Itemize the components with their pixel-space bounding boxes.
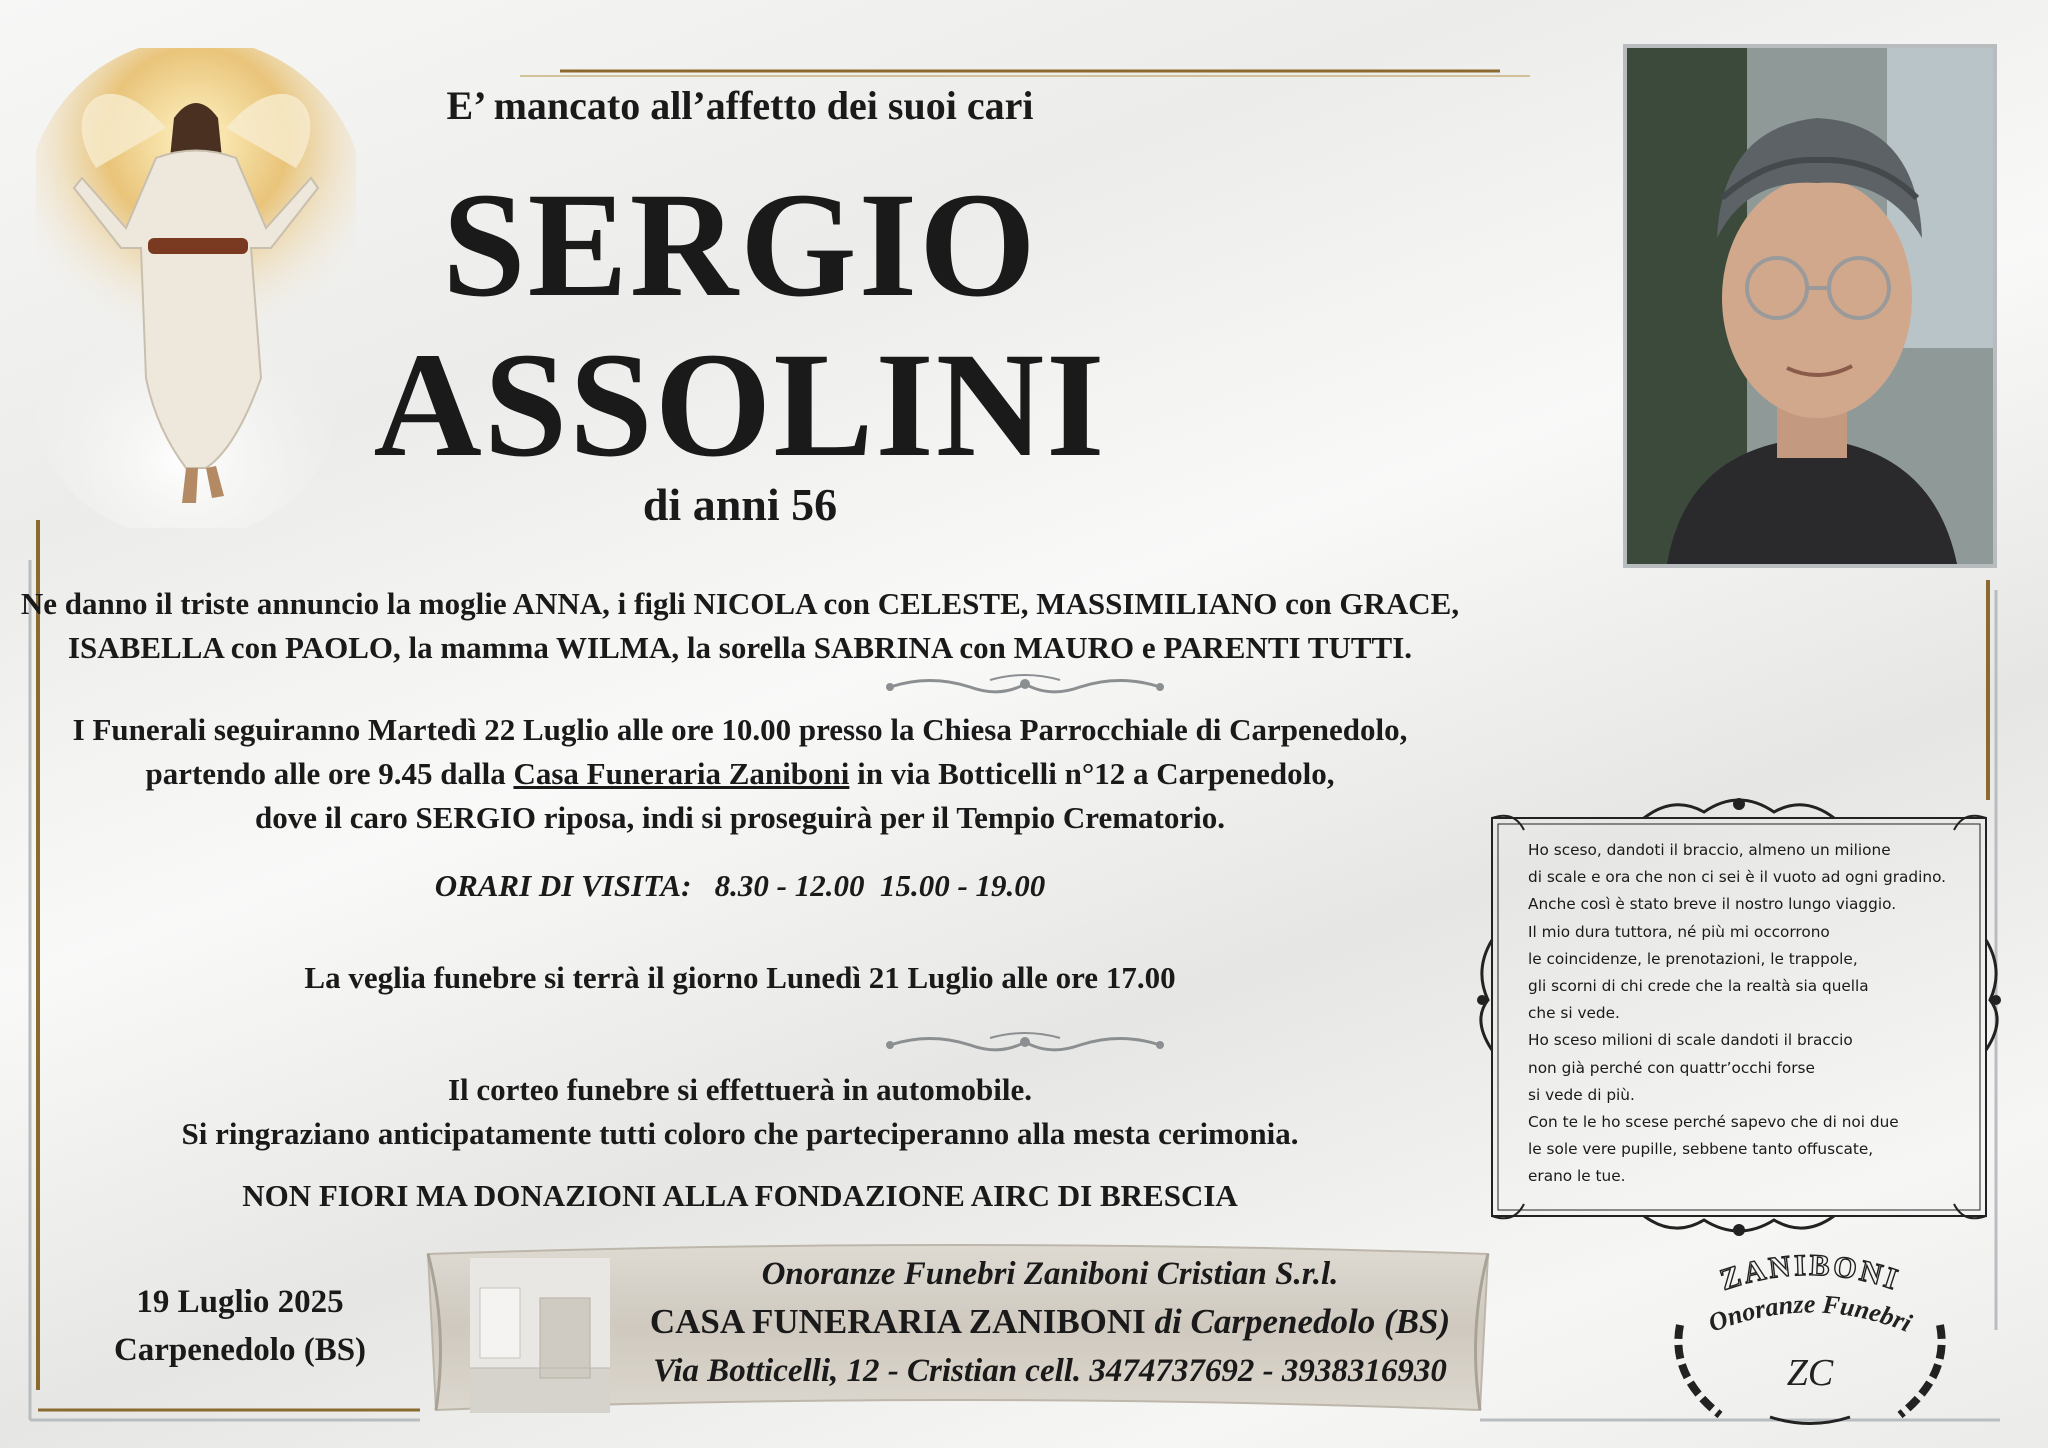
company-name: Onoranze Funebri Zaniboni Cristian S.r.l.	[761, 1256, 1339, 1292]
poem-line: Ho sceso, dandoti il braccio, almeno un milione	[1528, 841, 1891, 859]
logo-top-text: ZANIBONI	[1716, 1248, 1905, 1297]
funeral-text	[0, 708, 1480, 840]
poem-text	[1528, 837, 1968, 1191]
poem-line: Il mio dura tuttora, né più mi occorrono	[1528, 922, 1830, 941]
poem-line: si vede di più.	[1528, 1085, 1635, 1104]
intro-line: E’ mancato all’affetto dei suoi cari	[446, 83, 1034, 128]
funeral-line-2-pre: partendo alle ore 9.45 dalla	[145, 756, 514, 791]
first-name: SERGIO	[442, 162, 1038, 328]
logo-monogram: ZC	[1786, 1352, 1834, 1394]
funeral-home-name: CASA FUNERARIA ZANIBONI	[649, 1302, 1146, 1341]
vigil-line: La veglia funebre si terrà il giorno Lunedì 21 Luglio alle ore 17.00	[304, 960, 1176, 995]
funeral-line-2	[0, 752, 1480, 796]
poem-line: Con te le ho scese perché sapevo che di noi due	[1528, 1113, 1899, 1132]
notice-date-place	[80, 1278, 400, 1374]
poem-line: Ho sceso milioni di scale dandoti il braccio	[1528, 1031, 1853, 1050]
funeral-line-3: dove il caro SERGIO riposa, indi si proseguirà per il Tempio Crematorio.	[255, 800, 1225, 835]
poem-line: erano le tue.	[1528, 1167, 1626, 1186]
zaniboni-logo	[1650, 1245, 1970, 1435]
logo-arc-text: Onoranze Funebri	[1704, 1289, 1916, 1338]
poem-line: che si vede.	[1528, 1004, 1620, 1023]
closing-line-2: Si ringraziano anticipatamente tutti coloro che parteciperanno alla mesta cerimonia.	[181, 1116, 1299, 1151]
closing-text	[0, 1068, 1480, 1156]
visiting-times: 8.30 - 12.00 15.00 - 19.00	[714, 868, 1046, 903]
poem-line: Anche così è stato breve il nostro lungo viaggio.	[1528, 895, 1897, 914]
announcement-text	[0, 582, 1480, 670]
visiting-label: ORARI DI VISITA:	[434, 868, 692, 903]
poem-line: le coincidenze, le prenotazioni, le trappole,	[1528, 949, 1858, 968]
deceased-photo	[1623, 44, 1997, 568]
funeral-home-place: di Carpenedolo (BS)	[1154, 1302, 1451, 1341]
poem-line: gli scorni di chi crede che la realtà sia quella	[1528, 977, 1869, 996]
funeral-home-link[interactable]: Casa Funeraria Zaniboni	[513, 756, 850, 791]
portrait-graphic	[1627, 48, 1993, 564]
funeral-home-info	[610, 1250, 1490, 1396]
last-name: ASSOLINI	[373, 322, 1107, 488]
visiting-hours	[0, 868, 1480, 904]
donations-line: NON FIORI MA DONAZIONI ALLA FONDAZIONE AIRC DI BRESCIA	[242, 1178, 1238, 1213]
notice-date: 19 Luglio 2025	[136, 1284, 344, 1320]
funeral-line-1: I Funerali seguiranno Martedì 22 Luglio alle ore 10.00 presso la Chiesa Parrocchiale di Carpenedolo,	[72, 712, 1408, 747]
ornament-divider-2	[870, 1030, 1180, 1060]
announcement-line-1: Ne danno il triste annuncio la moglie ANNA, i figli NICOLA con CELESTE, MASSIMILIANO con GRACE,	[20, 586, 1460, 621]
age-line: di anni 56	[642, 479, 838, 530]
funeral-line-2-post: in via Botticelli n°12 a Carpenedolo,	[849, 756, 1335, 791]
poem-line: di scale e ora che non ci sei è il vuoto ad ogni gradino.	[1528, 868, 1947, 887]
announcement-line-2: ISABELLA con PAOLO, la mamma WILMA, la sorella SABRINA con MAURO e PARENTI TUTTI.	[67, 630, 1413, 665]
poem-line: non già perché con quattr’occhi forse	[1528, 1058, 1815, 1077]
poem-line: le sole vere pupille, sebbene tanto offuscate,	[1528, 1140, 1874, 1159]
svg-text:Onoranze Funebri	[1704, 1289, 1916, 1338]
ornament-divider	[870, 672, 1180, 702]
closing-line-1: Il corteo funebre si effettuerà in automobile.	[447, 1072, 1032, 1107]
funeral-home-interior-photo	[470, 1258, 610, 1413]
funeral-home-contacts: Via Botticelli, 12 - Cristian cell. 3474737692 - 3938316930	[653, 1353, 1447, 1389]
notice-place: Carpenedolo (BS)	[113, 1332, 367, 1368]
funeral-home-line	[610, 1298, 1490, 1346]
